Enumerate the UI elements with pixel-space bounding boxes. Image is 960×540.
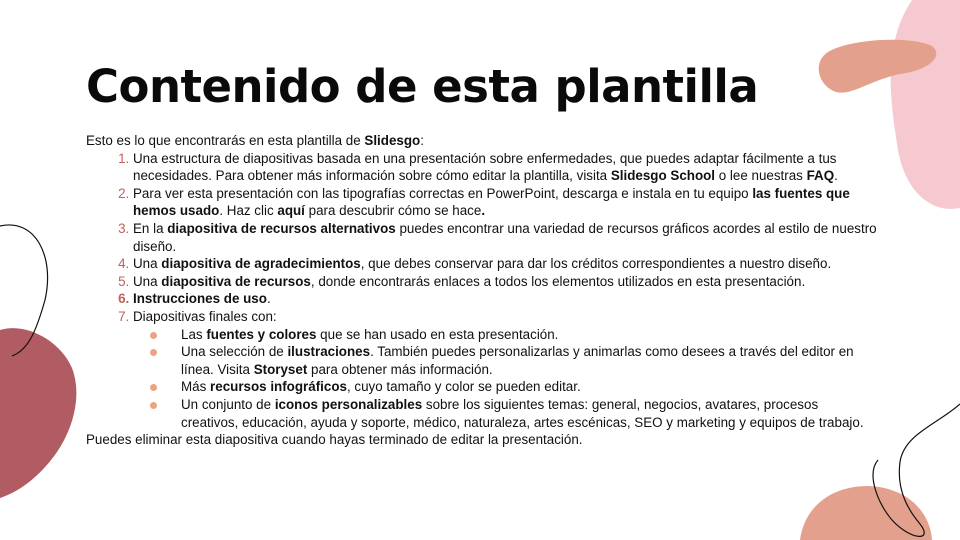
intro-text: Esto es lo que encontrarás en esta plantilla de Slidesgo: [86, 133, 424, 148]
fonts-link[interactable]: las fuentes que hemos usado [133, 185, 850, 219]
slide-body [86, 132, 878, 449]
list-item: 6. Instrucciones de uso. [133, 290, 878, 308]
maroon-blob-shape [0, 328, 76, 498]
content-list [86, 150, 878, 432]
pink-blob-shape [891, 0, 960, 209]
list-item: 2. Para ver esta presentación con las tipografías correctas en PowerPoint, descarga e instala en tu equipo las fuentes que hemos usado. Haz clic aquí para descubrir cómo se hace. [133, 185, 878, 220]
faq-link[interactable]: FAQ [806, 168, 835, 184]
sub-list-item: Más recursos infográficos, cuyo tamaño y color se pueden editar. [181, 378, 878, 396]
sub-list-item: Un conjunto de iconos personalizables sobre los siguientes temas: general, negocios, avatares, procesos creativos, educación, ayuda y soporte, médico, naturaleza, artes escénicas, SEO y marketing y equipos de trabajo. [181, 396, 878, 431]
sub-list [133, 326, 878, 432]
list-item: 5. Una diapositiva de recursos, donde encontrarás enlaces a todos los elementos utilizados en esta presentación. [133, 273, 878, 291]
here-link[interactable]: aquí [277, 203, 305, 219]
list-item: 7. Diapositivas finales con: Las fuentes y colores que se han usado en esta presentación. Una selección de ilustraciones. También puedes personalizarlas y animarlas como desees a través del editor en línea. Visita Storyset para obtener más información. Más recursos infográficos, cuyo tamaño y color se pueden editar. Un conjunto de iconos personalizables sobre los siguientes temas: general, negocios, avatares, procesos creativos, educación, ayuda y soporte, médico, naturaleza, artes escénicas, SEO y marketing y equipos de trabajo. [133, 308, 878, 431]
slidesgo-school-link[interactable]: Slidesgo School [610, 168, 716, 184]
list-item: 3. En la diapositiva de recursos alternativos puedes encontrar una variedad de recursos gráficos acordes al estilo de nuestro diseño. [133, 220, 878, 255]
slide-title: Contenido de esta plantilla [86, 60, 759, 113]
storyset-link[interactable]: Storyset [253, 361, 308, 377]
sub-list-item: Las fuentes y colores que se han usado en esta presentación. [181, 326, 878, 344]
outro-text: Puedes eliminar esta diapositiva cuando hayas terminado de editar la presentación. [86, 432, 583, 448]
list-item: 4. Una diapositiva de agradecimientos, que debes conservar para dar los créditos correspondientes a nuestro diseño. [133, 255, 878, 273]
list-item: 1. Una estructura de diapositivas basada en una presentación sobre enfermedades, que puedes adaptar fácilmente a tus necesidades. Para obtener más información sobre cómo editar la plantilla, visita Slidesgo School o lee nuestras FAQ. [133, 150, 878, 185]
sub-list-item: Una selección de ilustraciones. También puedes personalizarlas y animarlas como desees a través del editor en línea. Visita Storyset para obtener más información. [181, 343, 878, 378]
